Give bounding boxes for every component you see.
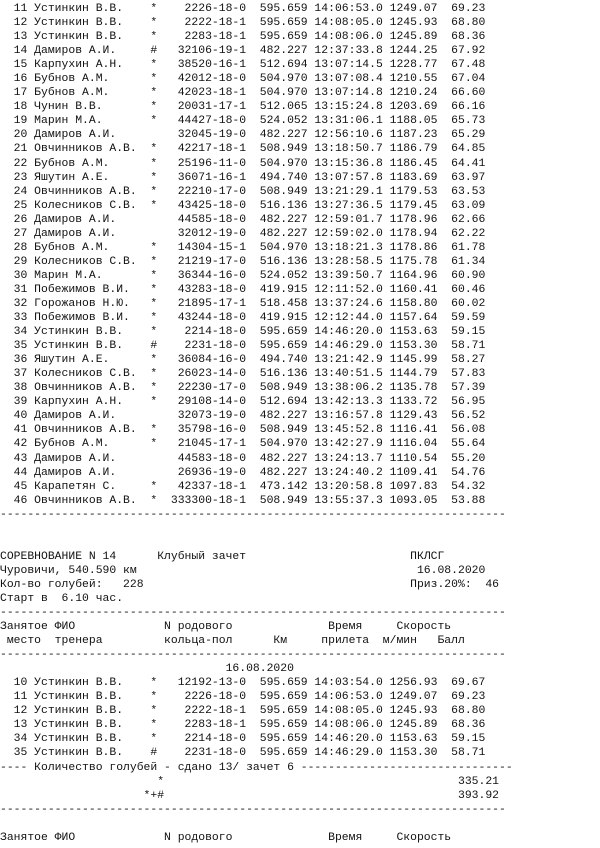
footer-table-header: Занятое ФИО N родового Время Скорость	[0, 831, 452, 844]
competition-start-line: Старт в 6.10 час.	[0, 592, 124, 605]
results-table-club	[0, 676, 600, 760]
table-row: 11 Устинкин В.В. * 2226-18-0 595.659 14:06:53.0 1249.07 69.23	[0, 3, 486, 15]
table-row: 24 Овчинников А.В. * 22210-17-0 508.949 13:21:29.1 1179.53 63.53	[0, 185, 486, 198]
table-row: 13 Устинкин В.В. * 2283-18-1 595.659 14:08:06.0 1245.89 68.36	[0, 719, 486, 732]
table-row: 45 Карапетян С. * 42337-18-1 473.142 13:20:58.8 1097.83 54.32	[0, 480, 486, 493]
table-row: 36 Яшутин А.Е. * 36084-16-0 494.740 13:21:42.9 1145.99 58.27	[0, 354, 486, 367]
rule-line: --------------------------------------------------------------------------	[0, 508, 506, 521]
table-row: 18 Чунин В.В. * 20031-17-1 512.065 13:15:24.8 1203.69 66.16	[0, 101, 486, 114]
table-row: 39 Карпухин А.Н. * 29108-14-0 512.694 13:42:13.3 1133.72 56.95	[0, 396, 486, 409]
section-date: 16.08.2020	[0, 663, 294, 676]
competition-count-line: Кол-во голубей: 228 Приз.20%: 46	[0, 578, 499, 591]
document-page	[0, 2, 600, 845]
rule-line: --------------------------------------------------------------------------	[0, 803, 506, 816]
table-row: 35 Устинкин В.В. # 2231-18-0 595.659 14:46:29.0 1153.30 58.71	[0, 340, 486, 353]
table-header-line-1: Занятое ФИО N родового Время Скорость	[0, 621, 452, 634]
table-row: 40 Дамиров А.И. 32073-19-0 482.227 13:16:57.8 1129.43 56.52	[0, 410, 486, 423]
summary-line: ---- Количество голубей - сдано 13/ зачет 6 -------------------------------	[0, 761, 513, 774]
rule-line: --------------------------------------------------------------------------	[0, 649, 506, 662]
competition-title-line: СОРЕВНОВАНИЕ N 14 Клубный зачет ПКЛСГ	[0, 550, 445, 563]
table-row: 14 Дамиров А.И. # 32106-19-1 482.227 12:37:33.8 1244.25 67.92	[0, 45, 486, 58]
table-row: 34 Устинкин В.В. * 2214-18-0 595.659 14:46:20.0 1153.63 59.15	[0, 326, 486, 339]
table-row: 23 Яшутин А.Е. * 36071-16-1 494.740 13:07:57.8 1183.69 63.97	[0, 171, 486, 184]
table-row: 43 Дамиров А.И. 44583-18-0 482.227 13:24:13.7 1110.54 55.20	[0, 452, 486, 465]
competition-place-line: Чуровичи, 540.590 км 16.08.2020	[0, 564, 486, 577]
table-row: 37 Колесников С.В. * 26023-14-0 516.136 13:40:51.5 1144.79 57.83	[0, 368, 486, 381]
rule-line: --------------------------------------------------------------------------	[0, 607, 506, 620]
table-row: 19 Марин М.А. * 44427-18-0 524.052 13:31:06.1 1188.05 65.73	[0, 115, 486, 128]
table-row: 38 Овчинников А.В. * 22230-17-0 508.949 13:38:06.2 1135.78 57.39	[0, 382, 486, 395]
table-row: 31 Побежимов В.И. * 43283-18-0 419.915 12:11:52.0 1160.41 60.46	[0, 283, 486, 296]
table-row: 21 Овчинников А.В. * 42217-18-1 508.949 13:18:50.7 1186.79 64.85	[0, 143, 486, 156]
table-row: 25 Колесников С.В. * 43425-18-0 516.136 13:27:36.5 1179.45 63.09	[0, 199, 486, 212]
table-header-line-2: место тренера кольца-пол Км прилета м/мин Балл	[0, 635, 465, 648]
table-row: 42 Бубнов А.М. * 21045-17-1 504.970 13:42:27.9 1116.04 55.64	[0, 438, 486, 451]
table-row: 44 Дамиров А.И. 26936-19-0 482.227 13:24:40.2 1109.41 54.76	[0, 466, 486, 479]
table-row: 27 Дамиров А.И. 32012-19-0 482.227 12:59:02.0 1178.94 62.22	[0, 227, 486, 240]
total-line: *+# 393.92	[0, 789, 499, 802]
table-row: 11 Устинкин В.В. * 2226-18-0 595.659 14:06:53.0 1249.07 69.23	[0, 691, 486, 704]
table-row: 17 Бубнов А.М. * 42023-18-1 504.970 13:07:14.8 1210.24 66.60	[0, 87, 486, 100]
table-row: 41 Овчинников А.В. * 35798-16-0 508.949 13:45:52.8 1116.41 56.08	[0, 424, 486, 437]
table-row: 34 Устинкин В.В. * 2214-18-0 595.659 14:46:20.0 1153.63 59.15	[0, 733, 486, 746]
table-row: 33 Побежимов В.И. * 43244-18-0 419.915 12:12:44.0 1157.64 59.59	[0, 312, 486, 325]
table-row: 26 Дамиров А.И. 44585-18-0 482.227 12:59:01.7 1178.96 62.66	[0, 213, 486, 226]
table-row: 16 Бубнов А.М. * 42012-18-0 504.970 13:07:08.4 1210.55 67.04	[0, 73, 486, 86]
table-row: 13 Устинкин В.В. * 2283-18-1 595.659 14:08:06.0 1245.89 68.36	[0, 31, 486, 44]
table-row: 12 Устинкин В.В. * 2222-18-1 595.659 14:08:05.0 1245.93 68.80	[0, 705, 486, 718]
table-row: 29 Колесников С.В. * 21219-17-0 516.136 13:28:58.5 1175.78 61.34	[0, 255, 486, 268]
table-row: 28 Бубнов А.М. * 14304-15-1 504.970 13:18:21.3 1178.86 61.78	[0, 241, 486, 254]
table-row: 15 Карпухин А.Н. * 38520-16-1 512.694 13:07:14.5 1228.77 67.48	[0, 59, 486, 72]
table-row: 32 Горожанов Н.Ю. * 21895-17-1 518.458 13:37:24.6 1158.80 60.02	[0, 297, 486, 310]
table-row: 12 Устинкин В.В. * 2222-18-1 595.659 14:08:05.0 1245.93 68.80	[0, 17, 486, 30]
table-row: 22 Бубнов А.М. * 25196-11-0 504.970 13:15:36.8 1186.45 64.41	[0, 157, 486, 170]
totals-block	[0, 775, 600, 803]
table-row: 10 Устинкин В.В. * 12192-13-0 595.659 14:03:54.0 1256.93 69.67	[0, 677, 486, 690]
results-table-top	[0, 2, 600, 508]
table-row: 35 Устинкин В.В. # 2231-18-0 595.659 14:46:29.0 1153.30 58.71	[0, 747, 486, 760]
table-row: 30 Марин М.А. * 36344-16-0 524.052 13:39:50.7 1164.96 60.90	[0, 269, 486, 282]
table-row: 20 Дамиров А.И. 32045-19-0 482.227 12:56:10.6 1187.23 65.29	[0, 129, 486, 142]
table-row: 46 Овчинников А.В. * 333300-18-1 508.949 13:55:37.3 1093.05 53.88	[0, 494, 486, 507]
total-line: * 335.21	[0, 775, 499, 788]
